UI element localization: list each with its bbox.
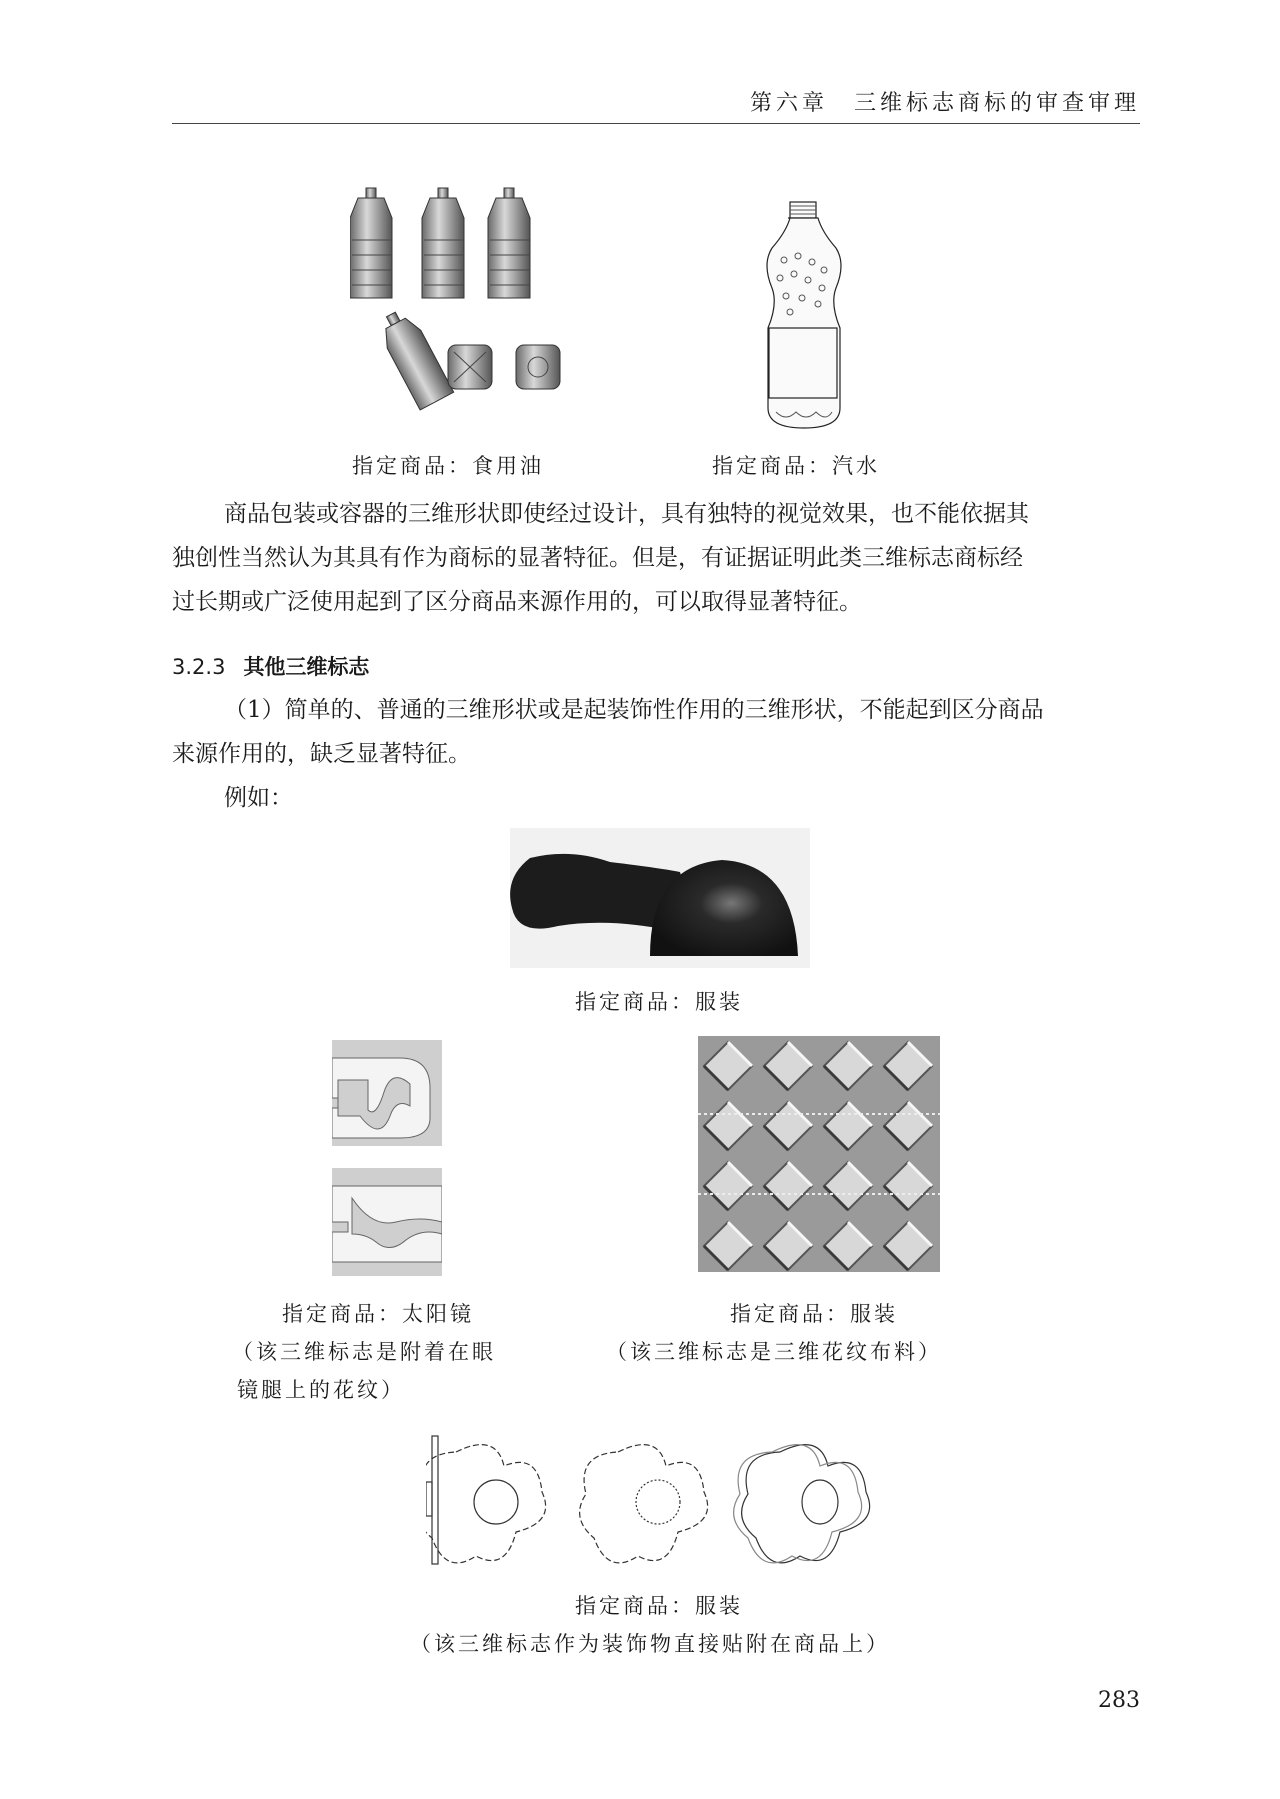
caption-oil: 指定商品：食用油 xyxy=(352,454,544,478)
para1-line-1: 商品包装或容器的三维形状即使经过设计，具有独特的视觉效果，也不能依据其 xyxy=(224,501,1029,527)
example-label: 例如： xyxy=(224,785,293,811)
note-quilt: （该三维标志是三维花纹布料） xyxy=(606,1340,942,1364)
section-number: 3.2.3 xyxy=(172,655,226,679)
sunglasses-pattern-image xyxy=(332,1040,442,1276)
page-number: 283 xyxy=(1098,1688,1140,1713)
cushion-dome-image xyxy=(510,828,810,968)
section-heading xyxy=(172,651,369,681)
oil-bottles-image xyxy=(350,180,572,430)
caption-clothing-1: 指定商品：服装 xyxy=(575,990,743,1014)
soda-bottle-image xyxy=(760,200,846,432)
para1-line-2: 独创性当然认为其具有作为商标的显著特征。但是，有证据证明此类三维标志商标经 xyxy=(172,545,1023,571)
caption-sunglasses: 指定商品：太阳镜 xyxy=(282,1302,474,1326)
body-paragraph-2 xyxy=(172,688,1140,776)
section-title: 其他三维标志 xyxy=(243,655,370,679)
body-paragraph-1 xyxy=(172,492,1140,624)
quilted-fabric-image xyxy=(698,1036,940,1272)
para1-line-3: 过长期或广泛使用起到了区分商品来源作用的，可以取得显著特征。 xyxy=(172,589,862,615)
para2-line-2: 来源作用的，缺乏显著特征。 xyxy=(172,741,471,767)
flower-ornaments-image xyxy=(426,1432,896,1568)
note-sunglasses-line1: （该三维标志是附着在眼 xyxy=(232,1340,496,1364)
header-rule xyxy=(172,123,1140,124)
para2-line-1: （1）简单的、普通的三维形状或是起装饰性作用的三维形状，不能起到区分商品 xyxy=(224,697,1044,723)
caption-quilt: 指定商品：服装 xyxy=(730,1302,898,1326)
running-header: 第六章 三维标志商标的审查审理 xyxy=(749,91,1140,116)
caption-soda: 指定商品：汽水 xyxy=(712,454,880,478)
note-sunglasses-line2: 镜腿上的花纹） xyxy=(237,1378,405,1402)
note-flowers: （该三维标志作为装饰物直接贴附在商品上） xyxy=(410,1632,890,1656)
caption-flowers: 指定商品：服装 xyxy=(575,1594,743,1618)
